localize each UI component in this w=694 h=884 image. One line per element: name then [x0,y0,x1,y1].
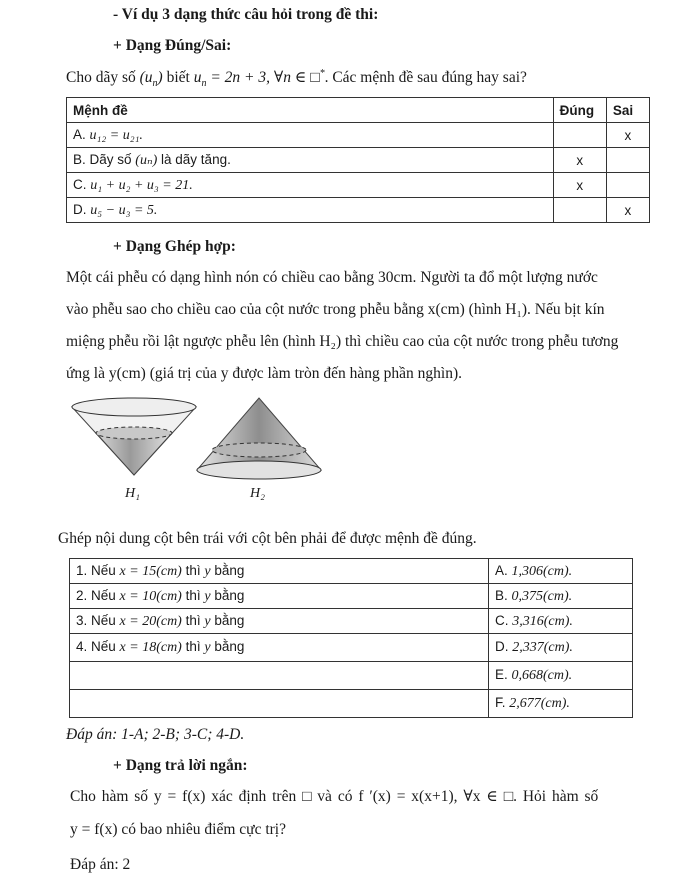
match-right-cell: F. 2,677(cm). [489,690,633,718]
short-question-line2: y = f(x) có bao nhiêu điểm cực trị? [70,821,286,838]
match-row [70,559,633,584]
match-left-cell: 1. Nếu x = 15(cm) thì y bằng [70,559,489,584]
tf-title: + Dạng Đúng/Sai: [113,37,232,54]
tf-false-cell: x [606,123,649,148]
tf-row [67,148,650,173]
tf-true-cell: x [553,148,606,173]
section-heading: - Ví dụ 3 dạng thức câu hỏi trong đề thi: [113,6,379,23]
match-left-cell: 3. Nếu x = 20(cm) thì y bằng [70,609,489,634]
tf-statement: D. u₅ − u₃ = 5. [67,198,554,223]
match-para-line: vào phễu sao cho chiều cao của cột nước trong phễu bằng x(cm) (hình H₁). Nếu bịt kín [66,301,605,318]
match-instruction: Ghép nội dung cột bên trái với cột bên phải để được mệnh đề đúng. [58,530,477,547]
match-para-line: Một cái phễu có dạng hình nón có chiều cao bằng 30cm. Người ta đổ một lượng nước [66,269,598,286]
tf-header-true: Đúng [553,98,606,123]
tf-intro-c: . Các mệnh đề sau đúng hay sai? [324,69,527,87]
match-title: + Dạng Ghép hợp: [113,238,236,255]
match-left-cell: 4. Nếu x = 18(cm) thì y bằng [70,634,489,662]
tf-row [67,123,650,148]
tf-intro-b: biết [162,69,194,87]
match-row [70,690,633,718]
figure-label-h2: H₂ [250,486,265,501]
match-row [70,609,633,634]
tf-header-row [67,98,650,123]
tf-row [67,198,650,223]
match-right-cell: C. 3,316(cm). [489,609,633,634]
tf-true-cell [553,123,606,148]
funnel-figure-h1 [72,398,196,475]
tf-statement: A. u₁₂ = u₂₁. [67,123,554,148]
tf-intro-seq: $(u_n)$ [139,69,163,90]
match-right-cell: A. 1,306(cm). [489,559,633,584]
match-table [69,558,633,718]
match-left-cell: 2. Nếu x = 10(cm) thì y bằng [70,584,489,609]
tf-false-cell: x [606,198,649,223]
tf-intro-a: Cho dãy số [66,69,140,87]
match-right-cell: D. 2,337(cm). [489,634,633,662]
tf-statement: B. Dãy số (uₙ) là dãy tăng. [67,148,554,173]
short-question-line1: Cho hàm số y = f(x) xác định trên □ và có f ′(x) = x(x+1), ∀x ∈ □. Hỏi hàm số [70,788,599,805]
tf-intro-formula: $u_n = 2n + 3$, ∀n ∈ □* [193,68,325,90]
match-left-cell [70,690,489,718]
tf-true-cell [553,198,606,223]
tf-header-false: Sai [606,98,649,123]
match-para-line: ứng là y(cm) (giá trị của y được làm tròn đến hàng phần nghìn). [66,365,463,382]
match-paragraph [66,262,646,390]
tf-row [67,173,650,198]
tf-false-cell [606,148,649,173]
match-right-cell: E. 0,668(cm). [489,662,633,690]
cone-figure-h2 [197,398,321,479]
match-right-cell: B. 0,375(cm). [489,584,633,609]
cone-figures [60,388,340,510]
match-para-line: miệng phễu rồi lật ngược phễu lên (hình H₂) thì chiều cao của cột nước trong phễu tương [66,333,619,350]
match-row [70,584,633,609]
tf-false-cell [606,173,649,198]
tf-intro [66,68,527,89]
figure-label-h1: H₁ [125,486,140,501]
match-row [70,634,633,662]
short-answer: Đáp án: 2 [70,856,131,873]
match-row [70,662,633,690]
short-title: + Dạng trả lời ngắn: [113,757,248,774]
tf-true-cell: x [553,173,606,198]
tf-table [66,97,650,223]
tf-header-statement: Mệnh đề [67,98,554,123]
tf-statement: C. u₁ + u₂ + u₃ = 21. [67,173,554,198]
match-left-cell [70,662,489,690]
match-answer: Đáp án: 1-A; 2-B; 3-C; 4-D. [66,726,245,743]
